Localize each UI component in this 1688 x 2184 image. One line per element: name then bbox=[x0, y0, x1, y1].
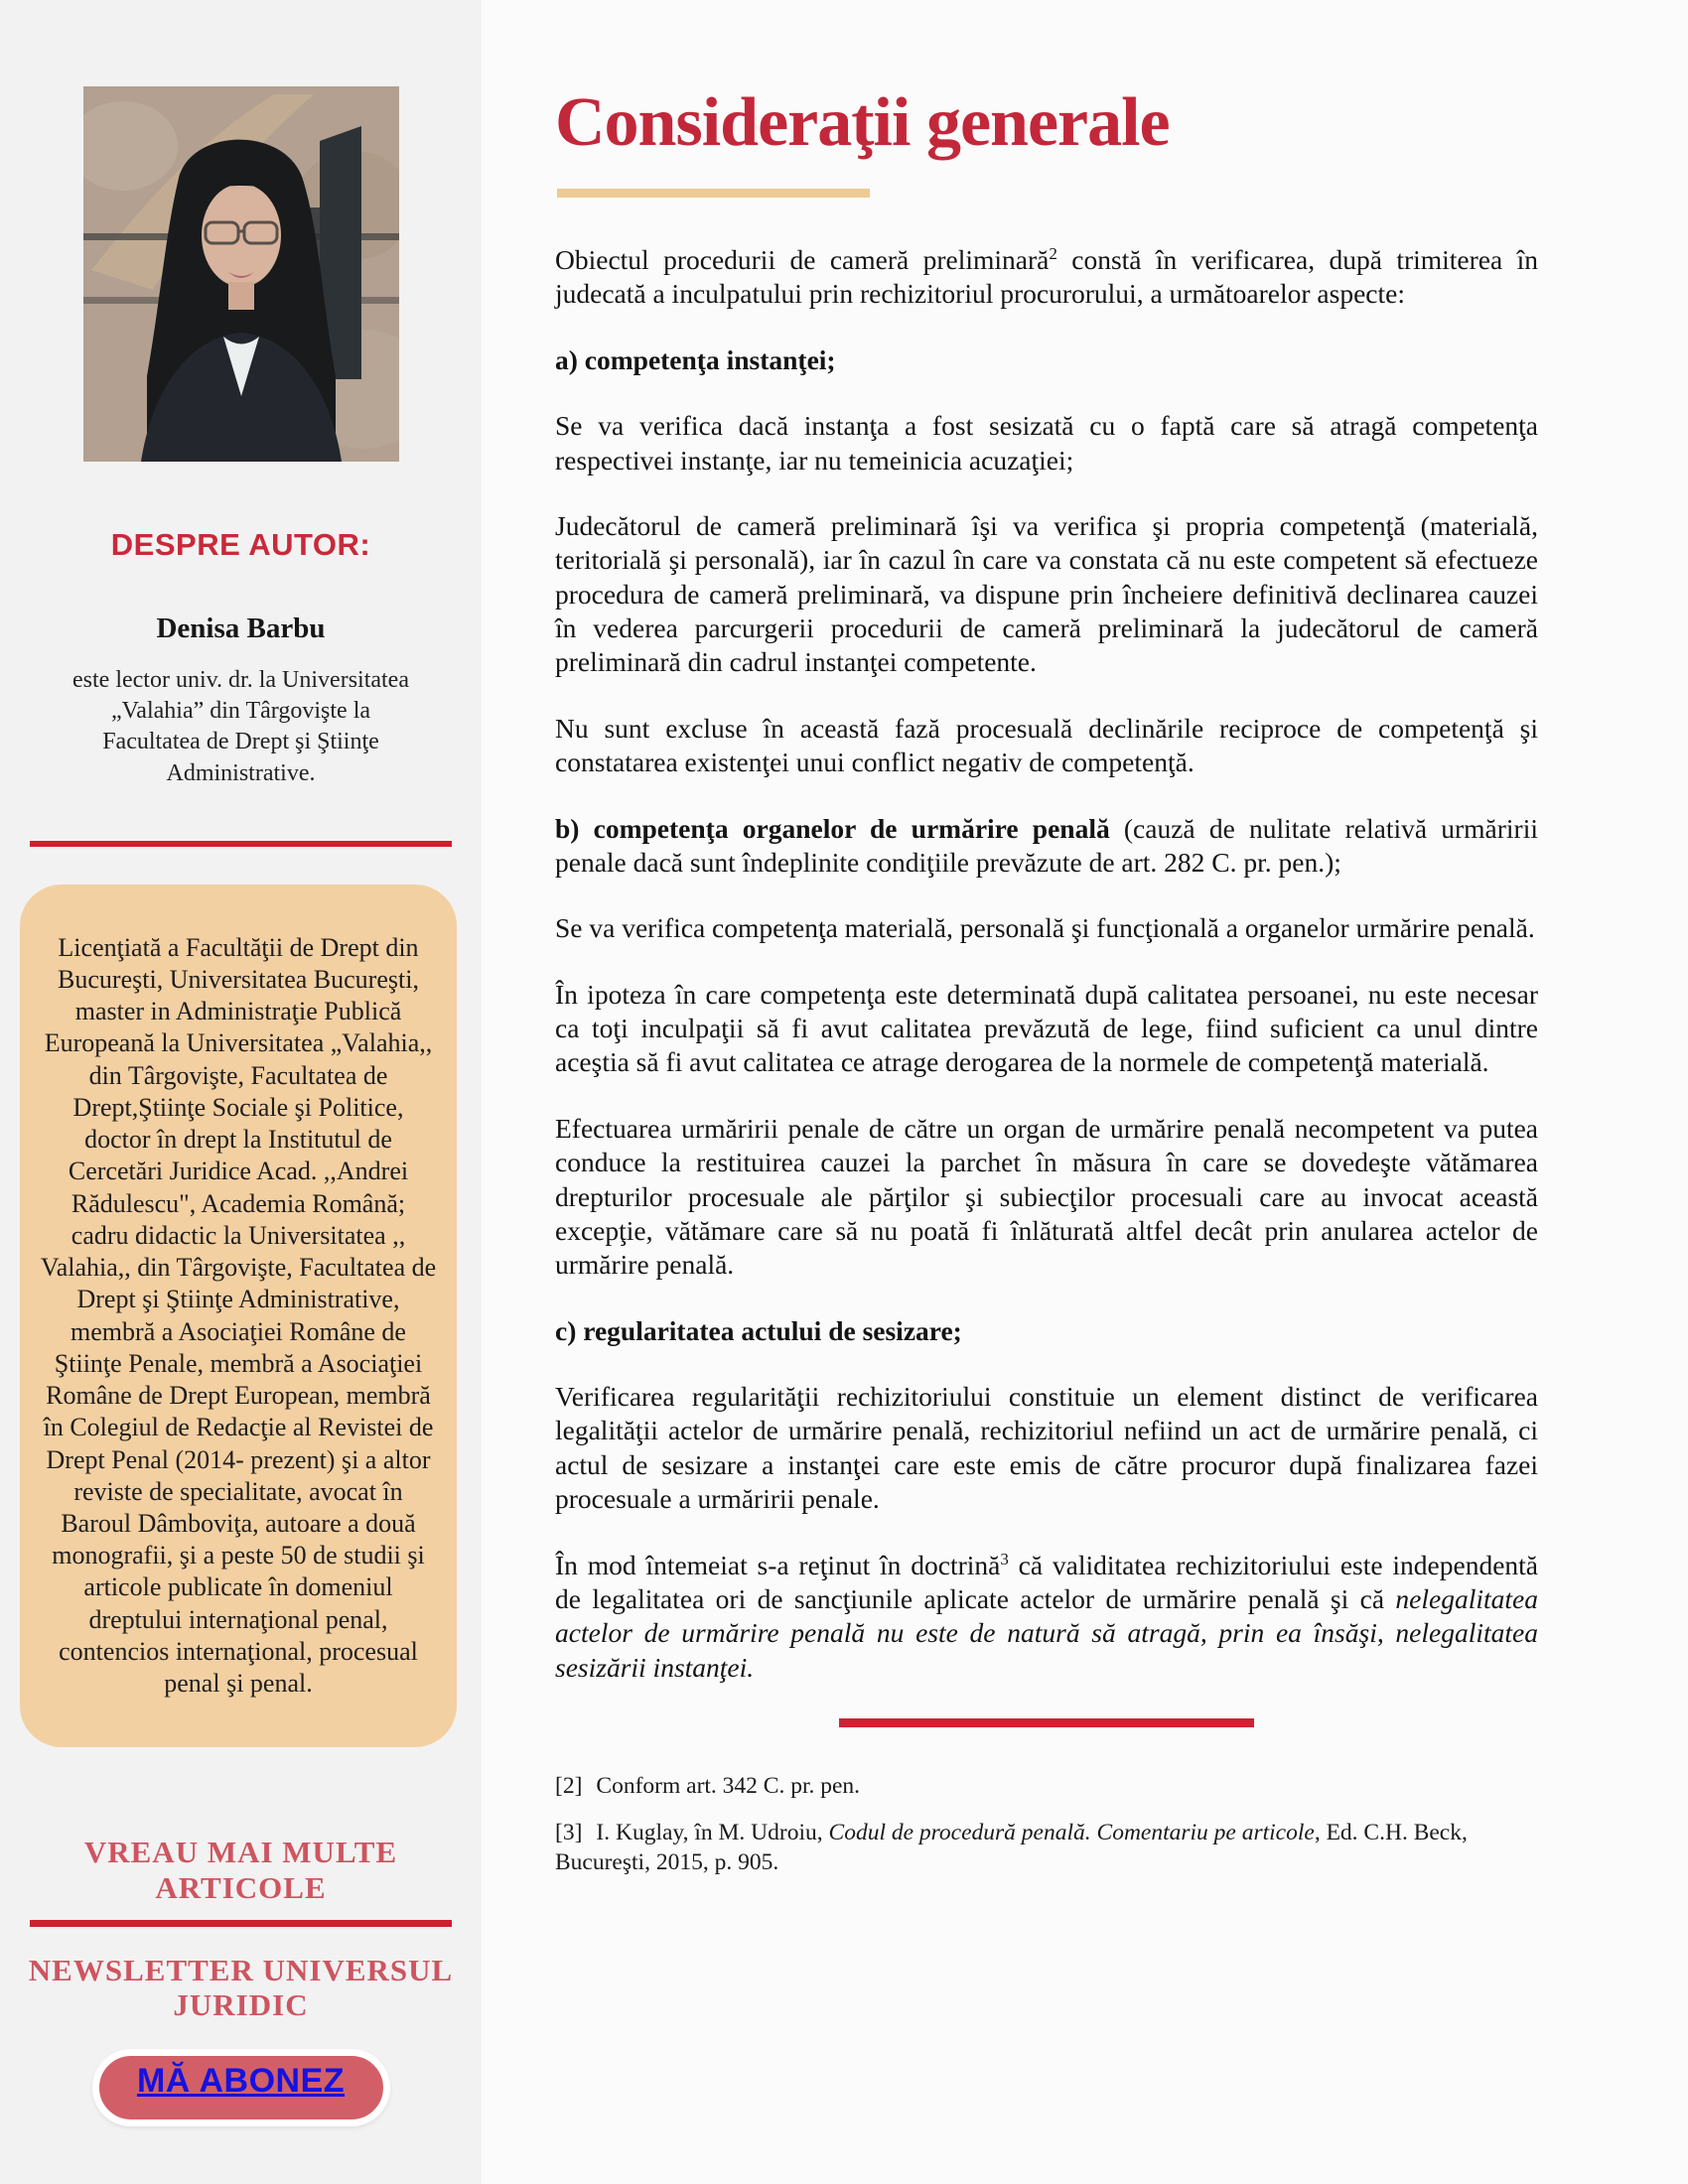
paragraph-verificare-instanta: Se va verifica dacă instanţa a fost sesizată cu o faptă care să atragă competenţa respectivei instanţe, iar nu temeinicia acuzaţiei; bbox=[555, 410, 1538, 476]
paragraph-verificarea-regularitatii: Verificarea regularităţii rechizitoriului constituie un element distinct de verificarea legalităţii actelor de urmărire penală, rechizitoriul nefiind un act de urmărire penală, ci actul de sesizare a instanţei care este emis de către procuror după finalizarea fazei procesuale a urmăririi penale. bbox=[555, 1381, 1538, 1515]
author-name: Denisa Barbu bbox=[156, 613, 326, 644]
footnote-ref-2[interactable]: 2 bbox=[1049, 243, 1057, 263]
more-articles-heading: VREAU MAI MULTE ARTICOLE bbox=[83, 1835, 398, 1906]
paragraph-ipoteza-calitate: În ipoteza în care competenţa este determinată după calitatea persoanei, nu este necesar ca toţi inculpaţii să fi avut calitatea prevăzută de lege, fiind suficient ca unul dintre aceştia să fi avut calitatea ce atrage derogarea de la normele de competenţă materială. bbox=[555, 978, 1538, 1078]
footnotes-divider bbox=[839, 1718, 1254, 1727]
paragraph-doctrina: În mod întemeiat s-a reţinut în doctrină$^3$ că validitatea rechizitoriului este independentă de legalitatea ori de sancţiunile aplicate actelor de urmărire penală şi că nelegalitatea actelor de urmărire penală nu este de natură să atragă, prin ea însăşi, nelegalitatea sesizării instanţei. bbox=[555, 1549, 1538, 1683]
heading-regularitatea: c) regularitatea actului de sesizare; bbox=[555, 1314, 962, 1346]
sidebar bbox=[0, 0, 482, 2184]
author-bio-text: Licenţiată a Facultăţii de Drept din Bucureşti, Universitatea Bucureşti, master in Administraţie Publică Europeană la Universitatea „Valahia,, din Târgovişte, Facultatea de Drept,Ştiinţe Sociale şi Politice, doctor în drept la Institutul de Cercetări Juridice Acad. ,,Andrei Rădulescu", Academia Română; cadru didactic la Universitatea ,, Valahia,, din Târgovişte, Facultatea de Drept şi Ştiinţe Administrative, membră a Asociaţiei Române de Ştiinţe Penale, membră a Asociaţiei Române de Drept European, membră în Colegiul de Redacţie al Revistei de Drept Penal (2014- prezent) şi a altor reviste de specialitate, avocat în Baroul Dâmboviţa, autoare a două monografii, şi a peste 50 de studii şi articole publicate în domeniul dreptului internaţional penal, contencios internaţional, procesual penal şi penal. bbox=[40, 932, 437, 1699]
paragraph-efectuarea-urmaririi: Efectuarea urmăririi penale de către un organ de urmărire penală necompetent va putea conduce la restituirea cauzei la parchet în măsura în care se dovedeşte vătămarea drepturilor procesuale ale părţilor şi subiecţilor procesuali care au invocat această excepţie, vătămare care să nu poată fi înlăturată altfel decât prin anularea actelor de urmărire penală. bbox=[555, 1112, 1538, 1281]
heading-competenta-organelor: b) competenţa organelor de urmărire penală (cauză de nulitate relativă urmăririi penale dacă sunt îndeplinite condiţiile prevăzute de art. 282 C. pr. pen.); bbox=[555, 812, 1538, 878]
newsletter-heading: NEWSLETTER UNIVERSUL JURIDIC bbox=[28, 1952, 454, 2023]
article-content bbox=[482, 0, 1688, 2184]
footnote-2: [2] Conform art. 342 C. pr. pen. bbox=[555, 1773, 861, 1799]
paragraph-declinari: Nu sunt excluse în această fază procesuală declinările reciproce de competenţă şi constatarea existenţei unui conflict negativ de competenţă. bbox=[555, 712, 1538, 778]
subscribe-button[interactable] bbox=[92, 2049, 390, 2126]
footnote-2-label[interactable]: [2] bbox=[555, 1773, 583, 1799]
paragraph-intro: Obiectul procedurii de cameră preliminară$^2$ constă în verificarea, după trimiterea în judecată a inculpatului prin rechizitoriul procurorului, a următoarelor aspecte: bbox=[555, 243, 1538, 310]
author-bio-box bbox=[20, 885, 457, 1748]
sidebar-divider-top bbox=[30, 841, 452, 847]
author-role: este lector univ. dr. la Universitatea „Valahia” din Târgovişte la Facultatea de Drept şi Ştiinţe Administrative. bbox=[72, 667, 409, 786]
footnote-3-label[interactable]: [3] bbox=[555, 1819, 583, 1845]
footnote-ref-3[interactable]: 3 bbox=[1000, 1549, 1009, 1569]
title-underline bbox=[557, 189, 870, 198]
page-title: Consideraţii generale bbox=[555, 84, 1170, 161]
footnote-3: [3] I. Kuglay, în M. Udroiu, Codul de procedură penală. Comentariu pe articole, Ed. C.H. Beck, Bucureşti, 2015, p. 905. bbox=[555, 1819, 1468, 1876]
sidebar-divider-bottom bbox=[30, 1920, 452, 1927]
about-author-heading: DESPRE AUTOR: bbox=[110, 527, 371, 562]
heading-competenta-instantei: a) competenţa instanţei; bbox=[555, 343, 836, 375]
paragraph-verificare-organe: Se va verifica competenţa materială, personală şi funcţională a organelor urmărire penală. bbox=[555, 912, 1535, 944]
paragraph-judecator: Judecătorul de cameră preliminară îşi va verifica şi propria competenţă (materială, teritorială şi personală), iar în cazul în care va constata că nu este competent să efectueze procedura de cameră preliminară, va dispune prin încheiere definitivă declinarea cauzei în vederea parcurgerii procedurii de cameră preliminară la judecătorul de cameră preliminară din cadrul instanţei competente. bbox=[555, 509, 1538, 678]
subscribe-button-label: MĂ ABONEZ bbox=[136, 2061, 346, 2100]
author-photo bbox=[83, 86, 399, 462]
